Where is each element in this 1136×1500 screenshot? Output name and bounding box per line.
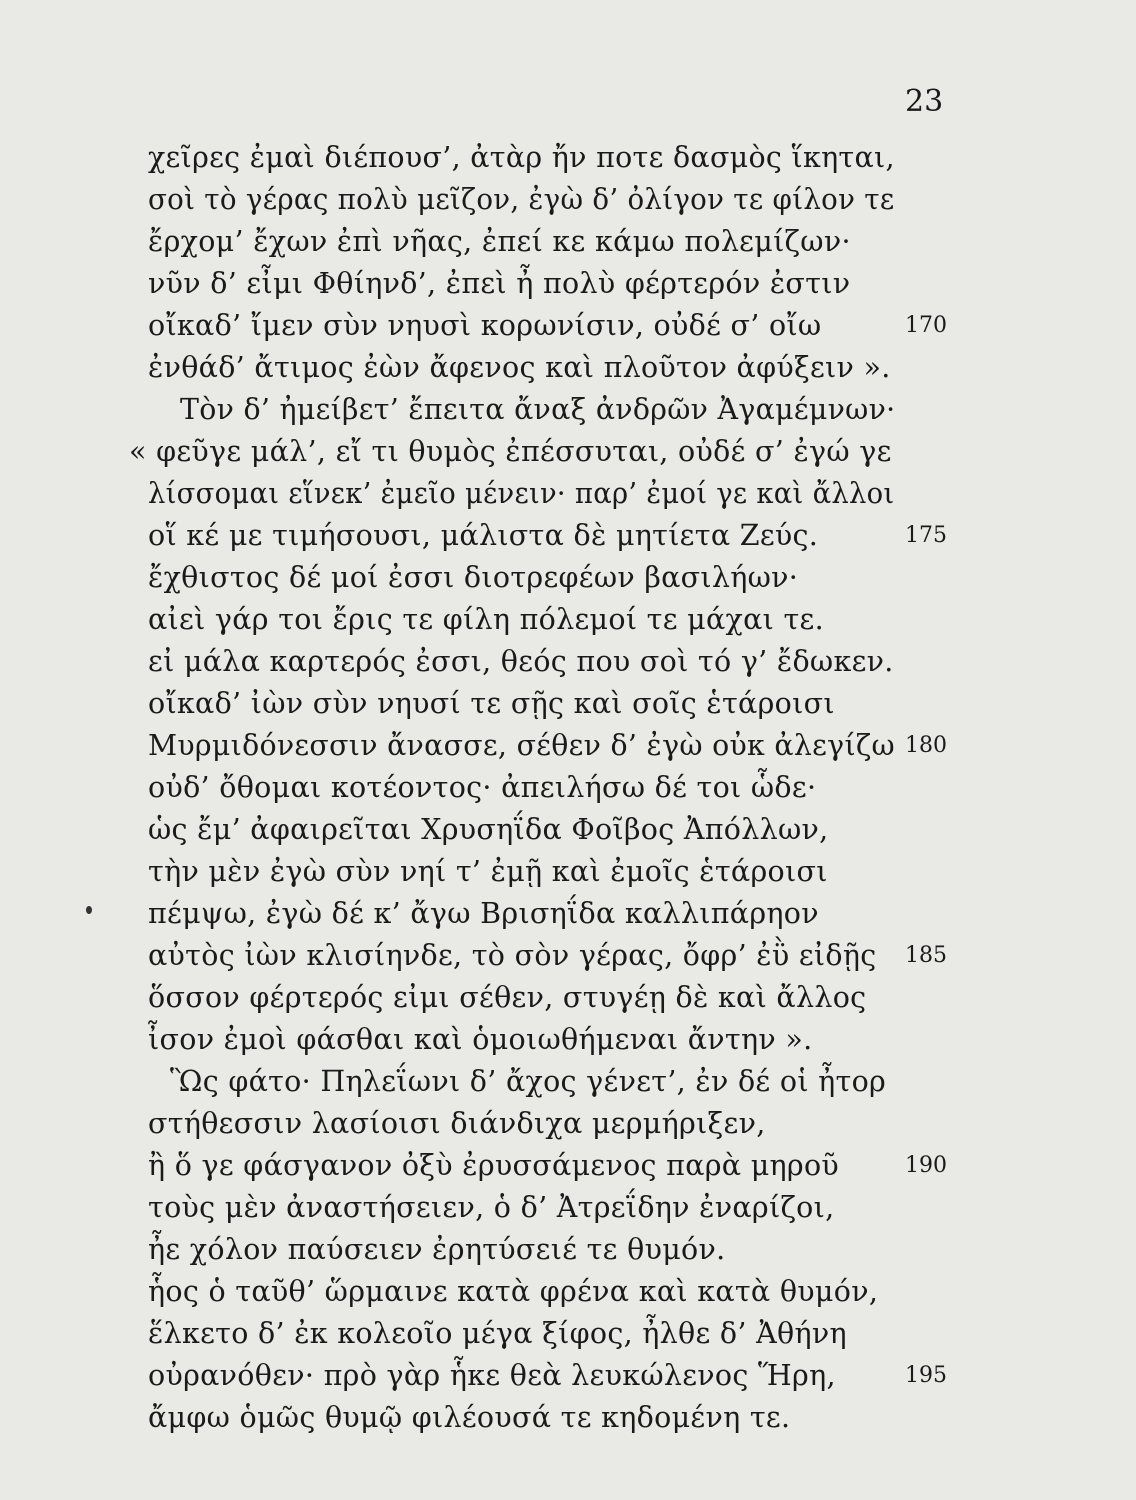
verse-line: Ὣς φάτο· Πηλεΐωνι δ’ ἄχος γένετ’, ἐν δέ οἱ ἦτορ — [170, 1065, 887, 1098]
line-number: 195 — [905, 1363, 947, 1388]
verse-line: πέμψω, ἐγὼ δέ κ’ ἄγω Βρισηΐδα καλλιπάρηον — [148, 897, 819, 930]
page-number: 23 — [905, 84, 944, 119]
verse-line: τοὺς μὲν ἀναστήσειεν, ὁ δ’ Ἀτρεΐδην ἐναρίζοι, — [148, 1191, 835, 1224]
verse-line: οὐρανόθεν· πρὸ γὰρ ἧκε θεὰ λευκώλενος Ἥρη, — [148, 1359, 836, 1392]
verse-line: « φεῦγε μάλ’, εἴ τι θυμὸς ἐπέσσυται, οὐδέ σ’ ἐγώ γε — [129, 435, 892, 468]
verse-line: ἐνθάδ’ ἄτιμος ἐὼν ἄφενος καὶ πλοῦτον ἀφύξειν ». — [148, 351, 891, 384]
verse-line: νῦν δ’ εἶμι Φθίηνδ’, ἐπεὶ ἦ πολὺ φέρτερόν ἐστιν — [148, 267, 851, 300]
line-number: 180 — [905, 733, 947, 758]
verse-line: ἢ ὅ γε φάσγανον ὀξὺ ἐρυσσάμενος παρὰ μηροῦ — [148, 1149, 840, 1182]
verse-line: σοὶ τὸ γέρας πολὺ μεῖζον, ἐγὼ δ’ ὀλίγον τε φίλον τε — [148, 183, 895, 216]
verse-line: οἴκαδ’ ἰὼν σὺν νηυσί τε σῇς καὶ σοῖς ἑτάροισι — [148, 687, 835, 720]
line-number: 175 — [905, 523, 947, 548]
verse-line: λίσσομαι εἵνεκ’ ἐμεῖο μένειν· παρ’ ἐμοί γε καὶ ἄλλοι — [148, 477, 895, 510]
verse-line: στήθεσσιν λασίοισι διάνδιχα μερμήριξεν, — [148, 1107, 766, 1140]
verse-line: οὐδ’ ὄθομαι κοτέοντος· ἀπειλήσω δέ τοι ὧδε· — [148, 771, 817, 804]
verse-line: ἔχθιστος δέ μοί ἐσσι διοτρεφέων βασιλήων· — [148, 561, 799, 594]
verse-line: ἄμφω ὁμῶς θυμῷ φιλέουσά τε κηδομένη τε. — [148, 1401, 791, 1434]
verse-line: ἶσον ἐμοὶ φάσθαι καὶ ὁμοιωθήμεναι ἄντην ». — [148, 1023, 813, 1056]
verse-line: αὐτὸς ἰὼν κλισίηνδε, τὸ σὸν γέρας, ὄφρ’ ἐῢ εἰδῇς — [148, 939, 877, 972]
ink-speck — [86, 906, 92, 914]
line-number: 170 — [905, 313, 947, 338]
line-number: 185 — [905, 943, 947, 968]
verse-line: ἦε χόλον παύσειεν ἐρητύσειέ τε θυμόν. — [148, 1233, 726, 1266]
verse-line: οἵ κέ με τιμήσουσι, μάλιστα δὲ μητίετα Ζεύς. — [148, 519, 819, 552]
verse-line: χεῖρες ἐμαὶ διέπουσ’, ἀτὰρ ἤν ποτε δασμὸς ἵκηται, — [148, 141, 895, 174]
verse-line: Μυρμιδόνεσσιν ἄνασσε, σέθεν δ’ ἐγὼ οὐκ ἀλεγίζω — [148, 729, 895, 762]
verse-line: ἕλκετο δ’ ἐκ κολεοῖο μέγα ξίφος, ἦλθε δ’ Ἀθήνη — [148, 1317, 847, 1350]
verse-line: οἴκαδ’ ἴμεν σὺν νηυσὶ κορωνίσιν, οὐδέ σ’ οἴω — [148, 309, 822, 342]
line-number: 190 — [905, 1153, 947, 1178]
verse-line: εἰ μάλα καρτερός ἐσσι, θεός που σοὶ τό γ’ ἔδωκεν. — [148, 645, 894, 678]
verse-line: ὡς ἔμ’ ἀφαιρεῖται Χρυσηΐδα Φοῖβος Ἀπόλλων, — [148, 813, 829, 846]
verse-line: ἧος ὁ ταῦθ’ ὥρμαινε κατὰ φρένα καὶ κατὰ θυμόν, — [148, 1275, 879, 1308]
verse-line: Τὸν δ’ ἠμείβετ’ ἔπειτα ἄναξ ἀνδρῶν Ἀγαμέμνων· — [180, 393, 896, 426]
verse-line: τὴν μὲν ἐγὼ σὺν νηί τ’ ἐμῇ καὶ ἐμοῖς ἑτάροισι — [148, 855, 828, 888]
verse-line: αἰεὶ γάρ τοι ἔρις τε φίλη πόλεμοί τε μάχαι τε. — [148, 603, 824, 636]
verse-line: ἔρχομ’ ἔχων ἐπὶ νῆας, ἐπεί κε κάμω πολεμίζων· — [148, 225, 851, 258]
verse-line: ὅσσον φέρτερός εἰμι σέθεν, στυγέῃ δὲ καὶ ἄλλος — [148, 981, 867, 1014]
